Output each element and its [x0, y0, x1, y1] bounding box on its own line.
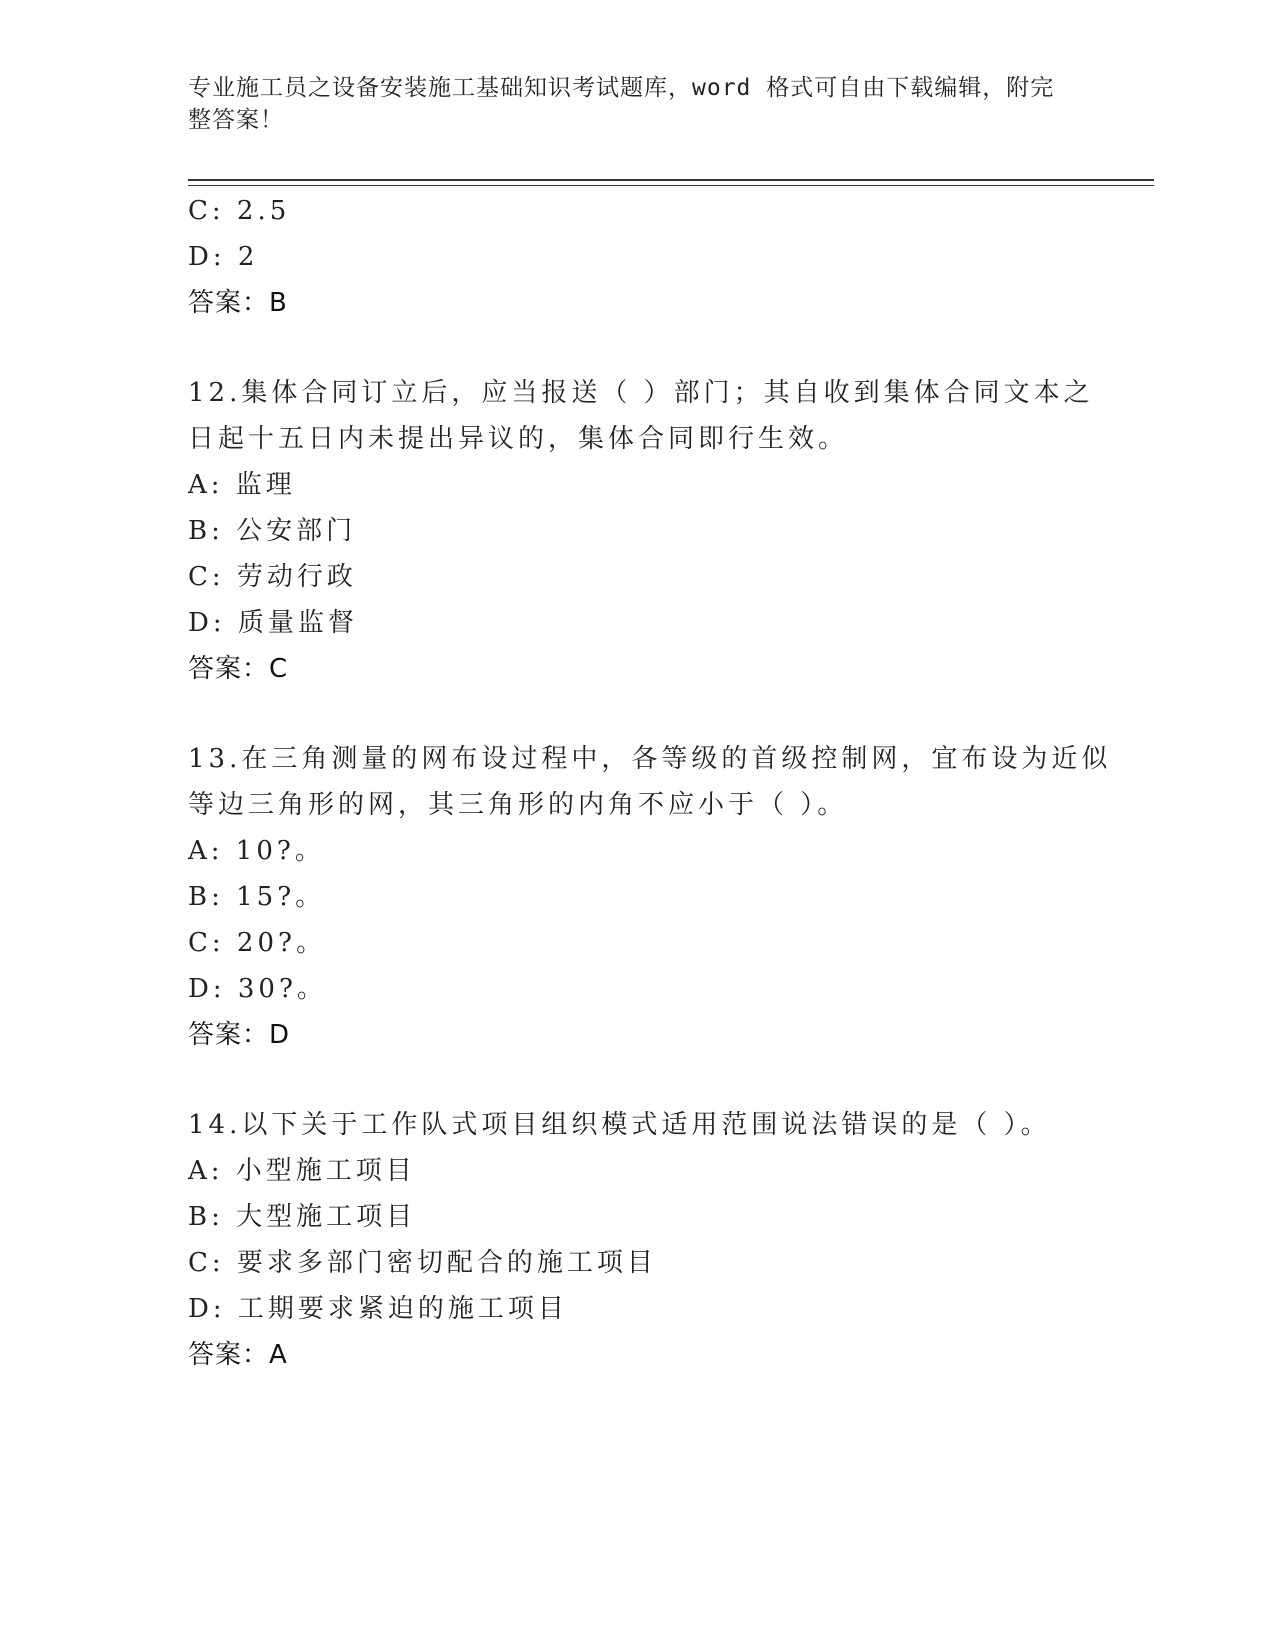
- question-stem-line: 14.以下关于工作队式项目组织模式适用范围说法错误的是（ ）。: [188, 1110, 1051, 1140]
- question-stem-line: 13.在三角测量的网布设过程中，各等级的首级控制网，宜布设为近似: [188, 744, 1112, 774]
- header-line-2: 整答案！: [188, 107, 284, 133]
- option-d: D: 质量监督: [188, 608, 358, 638]
- question-11-continued: [188, 188, 1088, 326]
- option-a: A: 10?。: [188, 836, 325, 866]
- option-d: D: 2: [188, 242, 259, 272]
- option-d: D: 30?。: [188, 974, 327, 1004]
- option-a: A: 监理: [188, 470, 296, 500]
- answer-line: 答案：C: [188, 654, 289, 684]
- option-c: C: 劳动行政: [188, 562, 357, 592]
- option-a: A: 小型施工项目: [188, 1156, 416, 1186]
- header-divider-thick: [188, 179, 1154, 181]
- option-b: B: 15?。: [188, 882, 326, 912]
- question-14: [188, 1102, 1088, 1378]
- question-stem-line: 等边三角形的网，其三角形的内角不应小于（ ）。: [188, 790, 848, 820]
- question-stem-line: 日起十五日内未提出异议的，集体合同即行生效。: [188, 424, 849, 454]
- question-12: [188, 370, 1094, 692]
- option-b: B: 大型施工项目: [188, 1202, 417, 1232]
- question-13: [188, 736, 1112, 1058]
- option-d: D: 工期要求紧迫的施工项目: [188, 1294, 568, 1324]
- answer-line: 答案：D: [188, 1020, 291, 1050]
- header-line-1: 专业施工员之设备安装施工基础知识考试题库，word 格式可自由下载编辑，附完: [188, 75, 1055, 101]
- question-stem-line: 12.集体合同订立后，应当报送（ ）部门；其自收到集体合同文本之: [188, 378, 1094, 408]
- option-c: C: 要求多部门密切配合的施工项目: [188, 1248, 657, 1278]
- header-divider-thin: [188, 185, 1154, 186]
- answer-line: 答案：B: [188, 288, 288, 318]
- option-b: B: 公安部门: [188, 516, 357, 546]
- page-header: [188, 72, 1068, 136]
- answer-line: 答案：A: [188, 1340, 288, 1370]
- option-c: C: 20?。: [188, 928, 326, 958]
- option-c: C: 2.5: [188, 196, 291, 226]
- document-body: [188, 188, 1112, 1378]
